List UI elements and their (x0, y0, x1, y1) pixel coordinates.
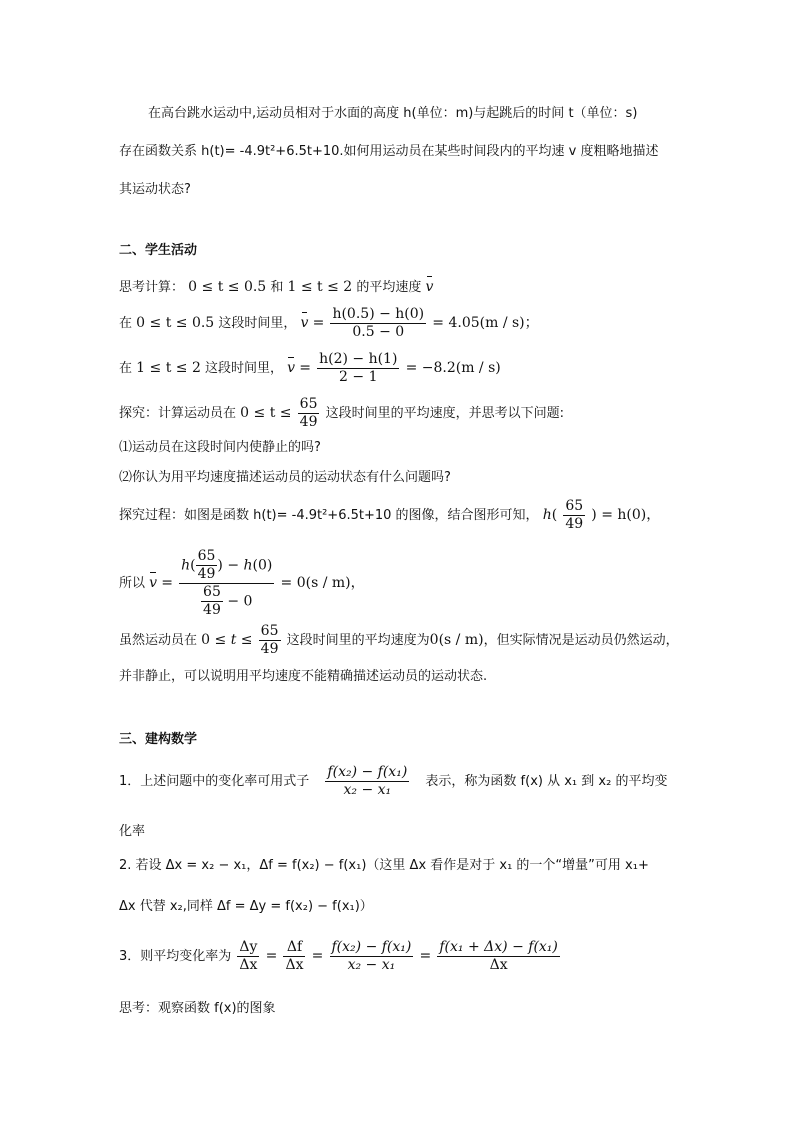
fraction-65-49: $\frac{65}{49}$ (299, 396, 318, 430)
fraction-df-dx: $\frac{\Delta f}{\Delta x}$ (285, 939, 304, 973)
item-2-cont: Δx 代替 x₂,同样 Δf = Δy = f(x₂) − f(x₁)） (119, 899, 373, 914)
fraction-65-49-process: $\frac{65}{49}$ (565, 498, 584, 532)
so-line: 所以 v = h( $\frac{65}{49}$ ) − h(0) $\frac{65}{49}$ − 0 = 0(s / m)， (119, 548, 365, 618)
fraction-fx2-fx1: $\frac{\text{f(x₂) − f(x₁)}}{\text{x₂ − x₁}}$ (331, 939, 412, 973)
avg-velocity-line-2: 在 1 ≤ t ≤ 2 这段时间里， v = $\frac{h(2) - h(1)}{2 - 1}$ = −8.2(m / s) (119, 351, 501, 385)
fraction-65-49-though: $\frac{65}{49}$ (260, 623, 279, 657)
section-3-heading: 三、建构数学 (119, 732, 198, 747)
section-2-heading: 二、学生活动 (119, 243, 198, 258)
fraction-fx1dx: $\frac{\text{f(x₁ + Δx) − f(x₁)}}{\Delta x}$ (439, 939, 558, 973)
item-3-line: 3．则平均变化率为 $\frac{\Delta y}{\Delta x}$ = $\frac{\Delta f}{\Delta x}$ = $\frac{\text{f(x₂) − f(x₁)}}{\text{x₂ − x₁}}$ = $\frac{\text{f(x₁ + Δx) − f(x₁)}}{\Delta x}$ (119, 939, 558, 973)
intro-line-3: 其运动状态? (119, 182, 191, 197)
intro-line-1: 在高台跳水运动中,运动员相对于水面的高度 h(单位：m)与起跳后的时间 t（单位：s) (148, 106, 638, 121)
though-line: 虽然运动员在 0 ≤ t ≤ $\frac{65}{49}$ 这段时间里的平均速度为0(s / m)，但实际情况是运动员仍然运动， (119, 623, 679, 657)
fraction-rate: $\frac{\text{f(x₂) − f(x₁)}}{\text{x₂ − x₁}}$ (327, 764, 408, 798)
avg-velocity-line-1: 在 0 ≤ t ≤ 0.5 这段时间里， v = $\frac{h(0.5) - h(0)}{0.5 - 0}$ = 4.05(m / s)； (119, 306, 539, 340)
process-line: 探究过程：如图是函数 h(t)= -4.9t²+6.5t+10 的图像，结合图形可知， h( $\frac{65}{49}$ ) = h(0)， (119, 498, 661, 532)
item-1-line: 1．上述问题中的变化率可用式子 $\frac{\text{f(x₂) − f(x₁)}}{\text{x₂ − x₁}}$ 表示，称为函数 f(x) 从 x₁ 到 x₂ 的平均变 (119, 764, 668, 798)
intro-line-2: 存在函数关系 h(t)= -4.9t²+6.5t+10.如何用运动员在某些时间段内的平均速 v 度粗略地描述 (119, 144, 659, 159)
fraction-so: h( $\frac{65}{49}$ ) − h(0) $\frac{65}{49}$ − 0 (181, 548, 273, 618)
fraction-velocity-1: $\frac{h(0.5) - h(0)}{0.5 - 0}$ (332, 306, 425, 340)
fraction-dy-dx: $\frac{\Delta y}{\Delta x}$ (239, 939, 258, 973)
explore-line: 探究：计算运动员在 0 ≤ t ≤ $\frac{65}{49}$ 这段时间里的平均速度，并思考以下问题: (119, 396, 565, 430)
question-1: ⑴运动员在这段时间内使静止的吗? (119, 440, 321, 455)
conclusion-line: 并非静止，可以说明用平均速度不能精确描述运动员的运动状态. (119, 669, 488, 684)
think-observe: 思考：观察函数 f(x)的图象 (119, 1001, 276, 1016)
item-2-line: 2. 若设 Δx = x₂ − x₁，Δf = f(x₂) − f(x₁)（这里 Δx 看作是对于 x₁ 的一个“增量”可用 x₁+ (119, 858, 649, 873)
fraction-velocity-2: $\frac{h(2) - h(1)}{2 - 1}$ (319, 351, 398, 385)
question-2: ⑵你认为用平均速度描述运动员的运动状态有什么问题吗? (119, 470, 451, 485)
think-calc-line: 思考计算： 0 ≤ t ≤ 0.5 和 1 ≤ t ≤ 2 的平均速度 v (119, 279, 434, 295)
item-1-cont: 化率 (119, 824, 146, 839)
